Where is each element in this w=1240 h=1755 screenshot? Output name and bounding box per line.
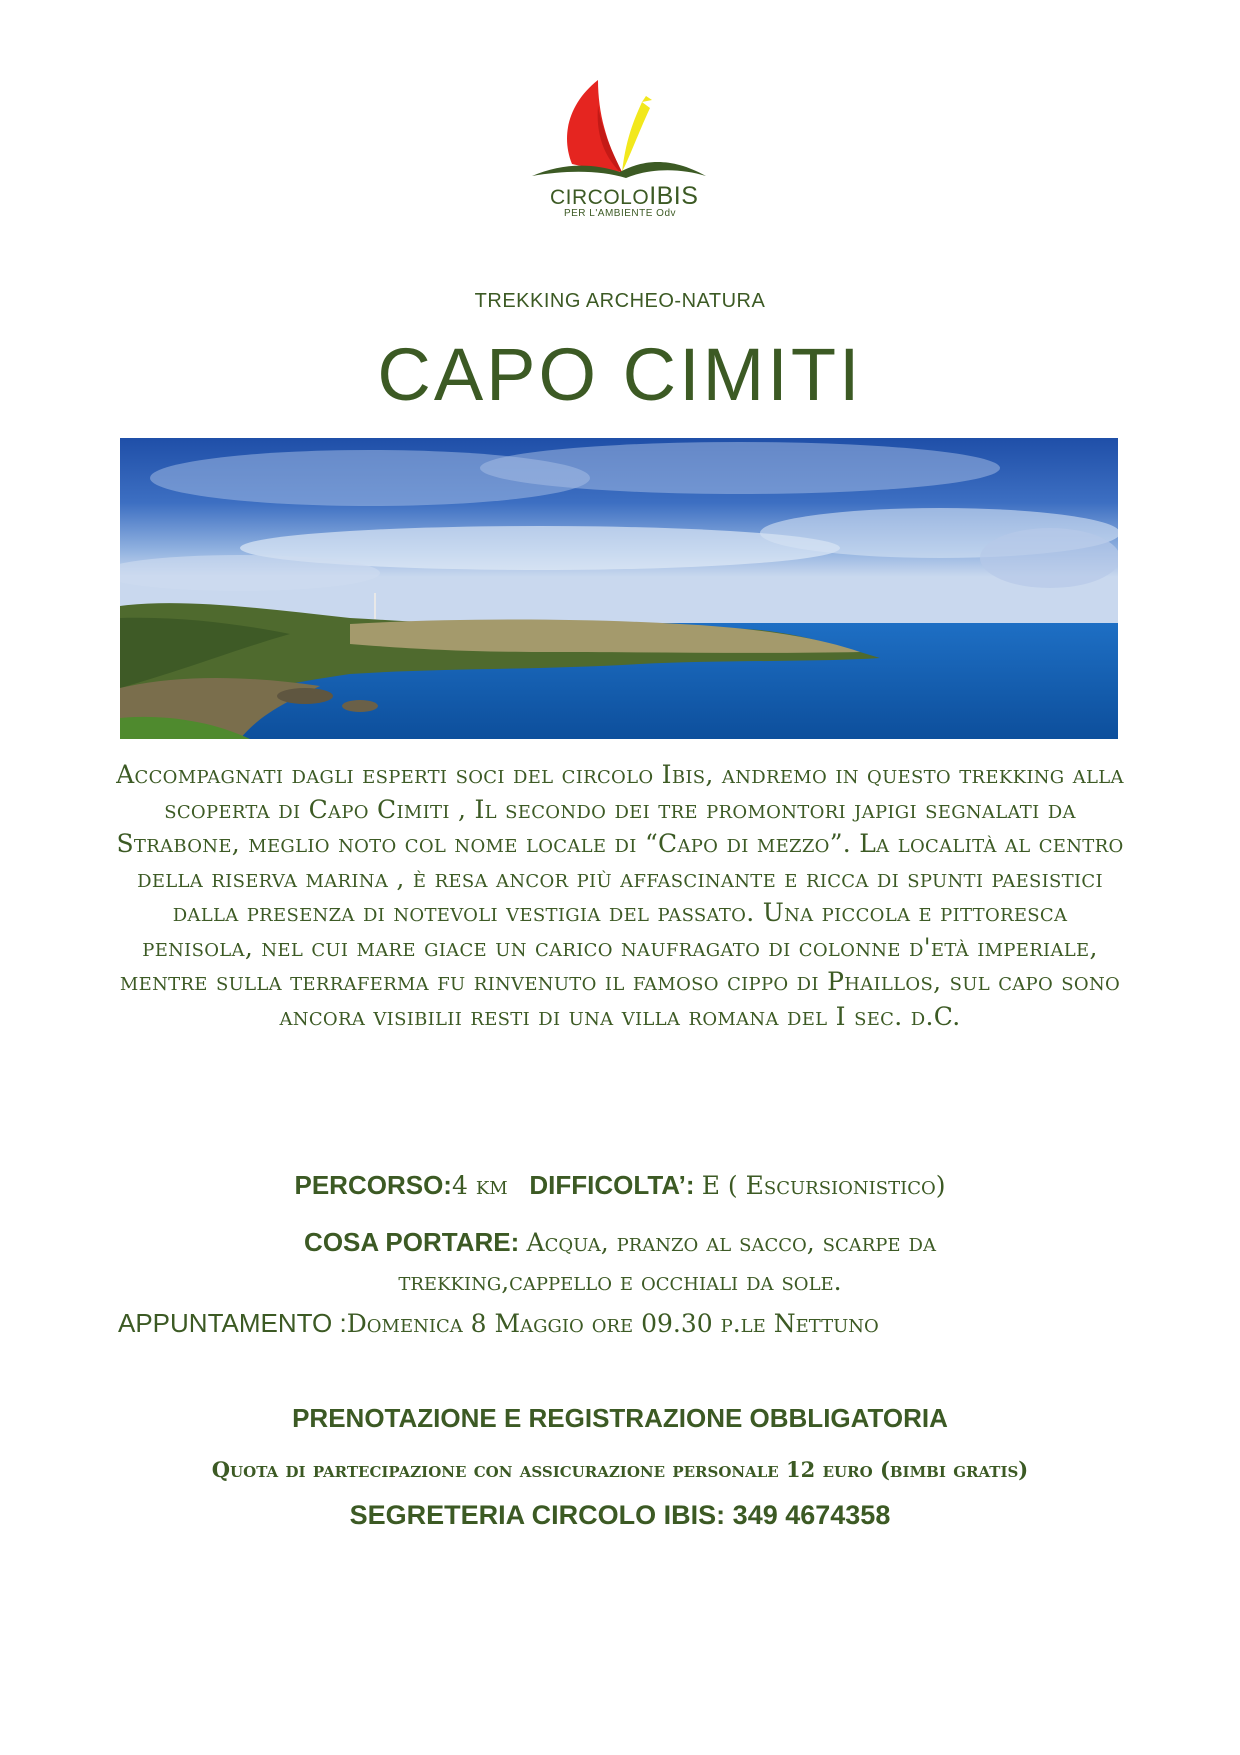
percorso-value: 4 km [451,1171,508,1200]
sailboat-logo-icon [530,76,710,194]
percorso-difficolta-row [0,1170,1240,1201]
logo-subtitle: PER L'AMBIENTE Odv [563,208,677,219]
cosa-portare-value-line2: trekking,cappello e occhiali da sole. [398,1267,842,1296]
cosa-portare-value-line1: Acqua, pranzo al sacco, scarpe da [526,1228,936,1257]
logo-wordmark [550,182,699,211]
event-description: Accompagnati dagli esperti soci del circolo Ibis, andremo in questo trekking alla scoperta di Capo Cimiti , Il secondo dei tre promontori japigi segnalati da Strabone, meglio noto col nome locale di “Capo di mezzo”. La località al centro della riserva marina , è resa ancor più affascinante e ricca di spunti paesistici dalla presenza di notevoli vestigia del passato. Una piccola e pittoresca penisola, nel cui mare giace un carico naufragato di colonne d'età imperiale, mentre sulla terraferma fu rinvenuto il famoso cippo di Phaillos, sul capo sono ancora visibilii resti di una villa romana del I sec. d.C. [116,760,1124,1031]
event-kicker: TREKKING ARCHEO-NATURA [474,290,766,312]
cosa-portare-block [0,1223,1240,1301]
appuntamento-label: APPUNTAMENTO : [118,1308,347,1338]
appuntamento-row [118,1308,879,1339]
page-title: CAPO CIMITI [377,333,863,416]
logo-word-circolo: CIRCOLO [550,186,650,209]
circolo-ibis-logo [530,76,710,226]
prenotazione-notice: PRENOTAZIONE E REGISTRAZIONE OBBLIGATORIA [292,1403,948,1433]
logo-word-ibis: IBIS [649,182,699,210]
difficolta-value: E ( Escursionistico) [701,1171,946,1200]
cosa-portare-label: COSA PORTARE: [304,1227,520,1257]
appuntamento-value: Domenica 8 Maggio ore 09.30 p.le Nettuno [346,1309,879,1338]
landscape-photo [120,438,1118,739]
percorso-label: PERCORSO: [294,1170,452,1200]
difficolta-label: DIFFICOLTA’: [529,1170,695,1200]
segreteria-contact: SEGRETERIA CIRCOLO IBIS: 349 4674358 [349,1500,891,1530]
coastline-image-icon [120,438,1118,739]
quota-info: Quota di partecipazione con assicurazione personale 12 euro (bimbi gratis) [211,1457,1029,1482]
